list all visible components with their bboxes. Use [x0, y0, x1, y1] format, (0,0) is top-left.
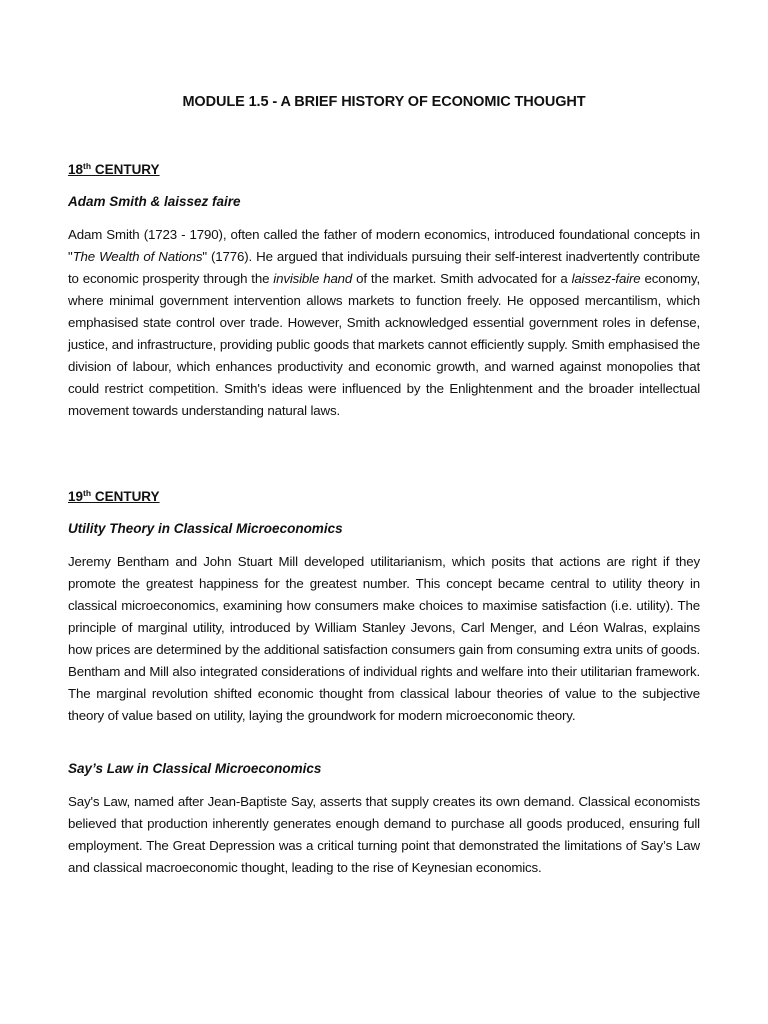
paragraph-utility-theory: Jeremy Bentham and John Stuart Mill developed utilitarianism, which posits that actions are right if they promote the greatest happiness for the greatest number. This concept became central to utility theory in classical microeconomics, examining how consumers make choices to maximise satisfaction (i.e. utility). The principle of marginal utility, introduced by William Stanley Jevons, Carl Menger, and Léon Walras, explains how prices are determined by the additional satisfaction consumers gain from consuming extra units of goods. Bentham and Mill also integrated considerations of individual rights and welfare into their utilitarian framework. The marginal revolution shifted economic thought from classical labour theories of value to the subjective theory of value based on utility, laying the groundwork for modern microeconomic theory. — [68, 554, 700, 723]
century-heading-18th — [68, 162, 160, 177]
century-word: CENTURY — [91, 162, 160, 177]
century-number: 19 — [68, 489, 84, 504]
century-heading-19th — [68, 489, 160, 504]
century-number: 18 — [68, 162, 84, 177]
italic-term: laissez-faire — [571, 271, 641, 286]
subheading-adam-smith: Adam Smith & laissez faire — [68, 194, 241, 209]
italic-term: invisible hand — [273, 271, 353, 286]
page-title: MODULE 1.5 - A BRIEF HISTORY OF ECONOMIC THOUGHT — [182, 94, 586, 110]
subheading-says-law: Say’s Law in Classical Microeconomics — [68, 761, 322, 776]
text-run: economy, where minimal government intervention allows markets to function freely. He opposed mercantilism, which emphasised state control over trade. However, Smith acknowledged essential government roles in defense, justice, and infrastructure, providing public goods that markets cannot efficiently supply. Smith emphasised the division of labour, which enhances productivity and economic growth, and warned against monopolies that could restrict competition. Smith's ideas were influenced by the Enlightenment and the broader intellectual movement towards understanding natural laws. — [68, 271, 700, 418]
century-word: CENTURY — [91, 489, 160, 504]
paragraph-says-law: Say's Law, named after Jean-Baptiste Say, asserts that supply creates its own demand. Classical economists believed that production inherently generates enough demand to purchase all goods produced, ensuring full employment. The Great Depression was a critical turning point that demonstrated the limitations of Say’s Law and classical macroeconomic thought, leading to the rise of Keynesian economics. — [68, 794, 700, 875]
century-superscript: th — [83, 161, 92, 171]
paragraph-adam-smith — [68, 224, 700, 422]
text-run: " (1776). He argued that individuals pursuing their self-interest inadvertently contribute to economic prosperity through the — [68, 249, 700, 286]
text-run: Adam Smith (1723 - 1790), often called the father of modern economics, introduced foundational concepts in " — [68, 227, 700, 264]
text-run: of the market. Smith advocated for a — [352, 271, 572, 286]
century-superscript: th — [83, 488, 92, 498]
subheading-utility-theory: Utility Theory in Classical Microeconomics — [68, 521, 343, 536]
italic-book-title: The Wealth of Nations — [72, 249, 203, 264]
